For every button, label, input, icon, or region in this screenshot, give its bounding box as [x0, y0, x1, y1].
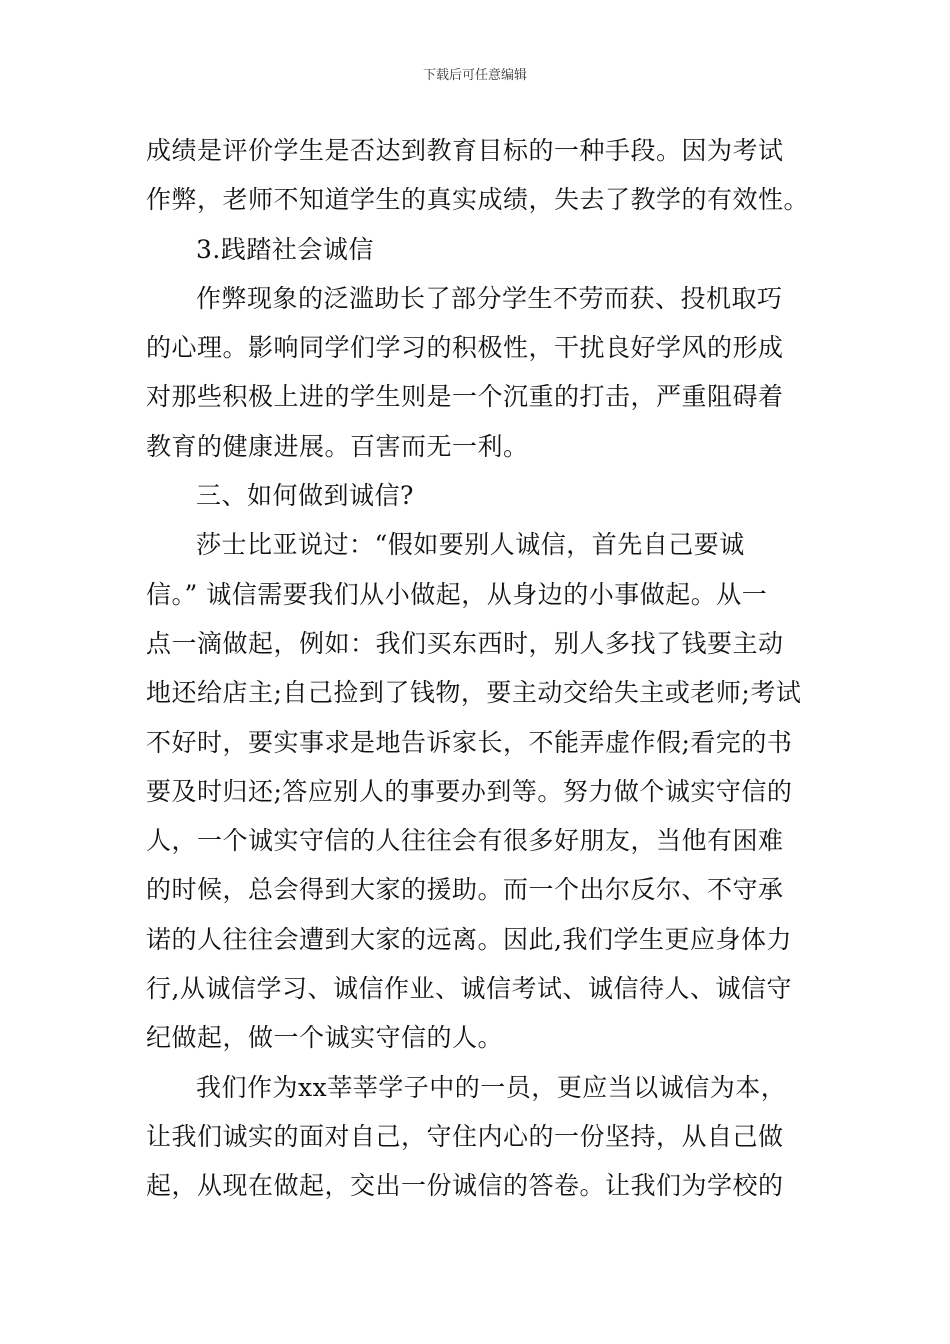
text-line: 教育的健康进展。百害而无一利。: [146, 431, 529, 461]
text-line: 的时候，总会得到大家的援助。而一个出尔反尔、不守承: [146, 875, 784, 905]
text-line: 地还给店主;自己捡到了钱物，要主动交给失主或老师;考试: [146, 678, 802, 708]
text-line: 的心理。影响同学们学习的积极性，干扰良好学风的形成: [146, 333, 784, 363]
page-header: 下载后可任意编辑: [422, 68, 527, 83]
paragraph-start-line: 莎士比亚说过：“假如要别人诚信，首先自己要诚: [196, 530, 745, 560]
text-line: 要及时归还;答应别人的事要办到等。努力做个诚实守信的: [146, 776, 793, 806]
text-line: 对那些积极上进的学生则是一个沉重的打击，严重阻碍着: [146, 382, 784, 412]
section-heading: 3.践踏社会诚信: [196, 234, 374, 264]
text-line: 不好时，要实事求是地告诉家长，不能弄虚作假;看完的书: [146, 727, 793, 757]
text-line: 人，一个诚实守信的人往往会有很多好朋友，当他有困难: [146, 826, 784, 856]
text-line: 行,从诚信学习、诚信作业、诚信考试、诚信待人、诚信守: [146, 974, 792, 1004]
section-heading: 三、如何做到诚信?: [196, 481, 414, 511]
text-line: 让我们诚实的面对自己，守住内心的一份坚持，从自己做: [146, 1121, 784, 1151]
text-line: 点一滴做起，例如：我们买东西时，别人多找了钱要主动: [146, 628, 784, 658]
paragraph-start-line: 我们作为xx莘莘学子中的一员，更应当以诚信为本，: [196, 1072, 787, 1102]
text-line: 作弊，老师不知道学生的真实成绩，失去了教学的有效性。: [146, 185, 810, 215]
text-line: 起，从现在做起，交出一份诚信的答卷。让我们为学校的: [146, 1171, 784, 1201]
document-body: [146, 126, 810, 1211]
text-line: 纪做起，做一个诚实守信的人。: [146, 1023, 504, 1053]
paragraph-start-line: 作弊现象的泛滥助长了部分学生不劳而获、投机取巧: [196, 283, 783, 313]
text-line: 成绩是评价学生是否达到教育目标的一种手段。因为考试: [146, 136, 784, 165]
text-line: 信。” 诚信需要我们从小做起，从身边的小事做起。从一: [146, 579, 768, 609]
text-line: 诺的人往往会遭到大家的远离。因此,我们学生更应身体力: [146, 924, 792, 954]
